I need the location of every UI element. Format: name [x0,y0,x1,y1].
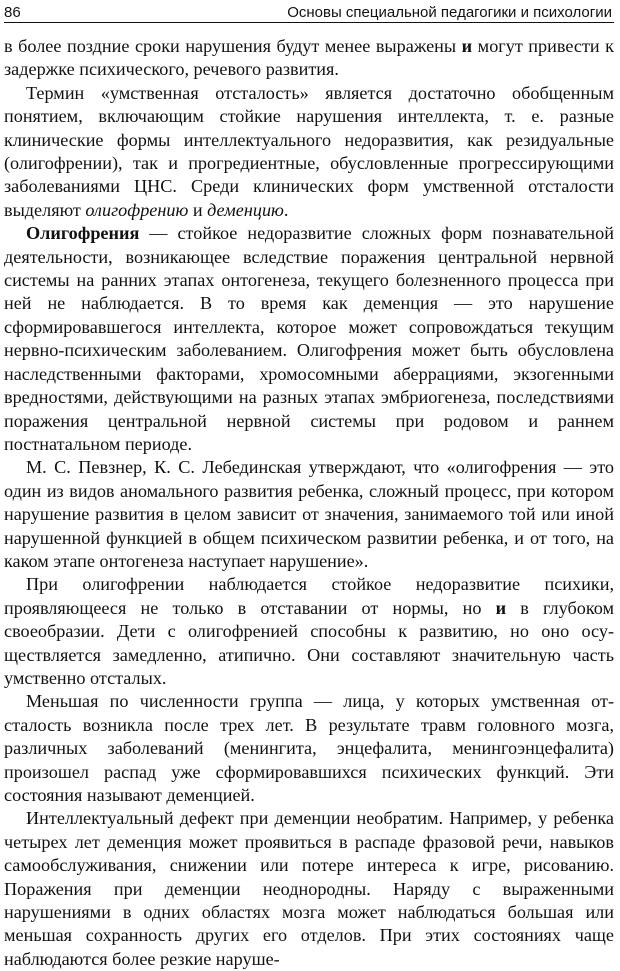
paragraph [4,222,614,456]
page-header [4,0,614,23]
bold-term: и [495,597,507,618]
body-text [4,35,614,971]
running-title: Основы специальной педагогики и психологии [287,4,612,21]
paragraph [4,690,614,807]
text-run: М. С. Певзнер, К. С. Лебединская утверждают, что «олигофрения — это один из видов аномального развития ребенка, сложный процесс, при котором нарушение развития в целом зависит от значения, занимаемого той или иной нарушенной функцией в общем психическом развитии ребенка, и от того, на каком этапе онтогенеза наступает нарушение». [4,457,614,571]
paragraph [4,573,614,690]
italic-term: олигофрению [85,199,189,220]
italic-term: деменцию [207,199,284,220]
text-run: в глубоком своеобразии. Дети с олигофренией способны к развитию, но оно осуществляется замедленно, атипично. Они составляют значительную часть умственно отсталых. [4,597,614,688]
paragraph [4,35,614,82]
bold-term: и [461,36,473,56]
text-run: . [283,199,289,220]
text-run: Интеллектуальный дефект при деменции необратим. Например, у ребенка четырех лет деменция может проявиться в распаде фразовой речи, навыков самообслуживания, снижении или потере интереса к игре, рисованию. Поражения при деменции неоднородны. Наряду с выраженными нарушениями в одних областях мозга может наблюдаться большая или меньшая сохранность других его отделов. При этих состояниях чаще наблюдаются более резкие наруше- [4,808,614,969]
text-run: Термин «умственная отсталость» является достаточно обобщенным понятием, включающим стойкие нарушения интеллекта, т. е. разные клинические формы интеллектуального недоразвития, как резидуальные (олигофрении), так и прогредиентные, обусловленные прогрессирующими заболеваниями ЦНС. Среди клинических форм умственной отсталости выделяют [4,82,614,220]
text-run: в более поздние сроки нарушения будут менее выражены [4,36,462,56]
text-run: — стойкое недоразвитие сложных форм познавательной деятельности, возникающее вследствие поражения центральной нервной системы на ранних этапах онтогенеза, текущего болезненного процесса при ней не наблюдается. В то время как деменция — это нарушение сформировавшегося интеллекта, которое может сопровождаться текущим нервно-психическим заболеванием. Олигофрения может быть обусловлена наследственными факторами, хромосомными аберрациями, экзогенными вредностями, действующими на разных этапах эмбриогенеза, последствиями поражения центральной нервной системы при родовом и раннем постнатальном периоде. [4,223,614,454]
text-run: и [188,199,208,220]
paragraph [4,82,614,222]
text-run: При олигофрении наблюдается стойкое недоразвитие психики, проявляющееся не только в отставании от нормы, но [4,574,614,618]
page-number: 86 [4,4,21,21]
text-run: Меньшая по численности группа — лица, у которых умственная отсталость возникла после трех лет. В результате травм головного мозга, различных заболеваний (менингита, энцефалита, менингоэнцефалита) произошел распад уже сформировавшихся психических функций. Эти состояния называют деменцией. [4,691,614,805]
bold-term: Олигофрения [26,223,140,244]
paragraph [4,807,614,971]
text-run: могут привести к задержке психического, речевого развития. [4,36,614,80]
paragraph [4,456,614,573]
